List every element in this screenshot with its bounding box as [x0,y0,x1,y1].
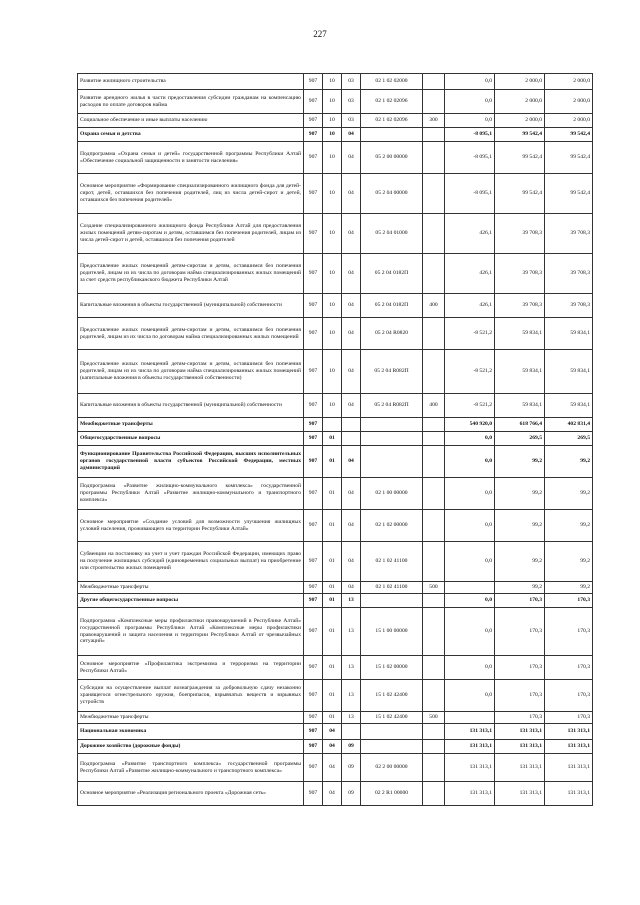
row-expense-type [423,128,445,142]
row-target-article [361,128,423,142]
row-section: 01 [323,542,342,582]
row-glav: 907 [304,128,323,142]
row-glav: 907 [304,680,323,712]
row-subsection: 03 [342,114,361,128]
row-section: 01 [323,680,342,712]
row-amount-3: 99,2 [545,510,593,542]
row-name: Основное мероприятие «Формирование специализированного жилищного фонда для детей-сирот, детей, оставшихся без попечения родителей, лиц из числа детей-сирот и детей, оставшихся без попечения родителей» [78,174,304,214]
row-name: Капитальные вложения в объекты государственной (муниципальной) собственности [78,394,304,418]
row-name: Межбюджетные трансферты [78,418,304,432]
row-amount-2: 170,3 [495,656,545,680]
row-amount-3: 39 708,3 [545,254,593,294]
table-row [78,90,593,114]
row-target-article [361,724,423,740]
row-section: 04 [323,724,342,740]
row-target-article: 02 1 00 00000 [361,478,423,510]
table-row [78,478,593,510]
row-section: 01 [323,446,342,478]
row-glav: 907 [304,724,323,740]
row-amount-1: -8 095,1 [445,174,495,214]
row-target-article: 05 2 04 R082П [361,394,423,418]
row-expense-type [423,142,445,174]
row-expense-type [423,542,445,582]
row-expense-type [423,432,445,446]
row-amount-2: 59 834,1 [495,350,545,394]
row-name: Функционирование Правительства Российской Федерации, высших исполнительных органов государственной власти субъектов Российской Федерации, местных администраций [78,446,304,478]
row-subsection: 04 [342,254,361,294]
row-amount-3: 131 313,1 [545,782,593,806]
row-amount-3: 39 708,3 [545,214,593,254]
row-section: 01 [323,712,342,724]
row-target-article: 05 2 04 0182П [361,254,423,294]
table-row [78,128,593,142]
row-amount-1: 0,0 [445,74,495,90]
row-target-article: 05 2 04 01000 [361,214,423,254]
row-section: 01 [323,656,342,680]
row-subsection: 04 [342,478,361,510]
table-row [78,74,593,90]
row-subsection [342,724,361,740]
row-name: Субсидии на осуществление выплат вознаграждения за добровольную сдачу незаконно хранящегося огнестрельного оружия, боеприпасов, взрывчатых веществ и взрывных устройств [78,680,304,712]
table-row [78,394,593,418]
row-amount-3: 402 831,4 [545,418,593,432]
row-amount-2: 170,3 [495,680,545,712]
row-amount-1: 0,0 [445,656,495,680]
row-amount-3: 131 313,1 [545,740,593,754]
row-subsection: 13 [342,594,361,608]
row-expense-type [423,680,445,712]
row-section: 01 [323,594,342,608]
row-name: Другие общегосударственные вопросы [78,594,304,608]
row-amount-2: 2 000,0 [495,74,545,90]
row-name: Развитие арендного жилья в части предоставления субсидии гражданам на компенсацию расходов по оплате договоров найма [78,90,304,114]
row-name: Подпрограмма «Развитие жилищно-коммунального комплекса» государственной программы Республики Алтай «Развитие жилищно-коммунального и транспортного комплекса» [78,478,304,510]
row-glav: 907 [304,254,323,294]
row-glav: 907 [304,394,323,418]
row-glav: 907 [304,90,323,114]
row-amount-3: 170,3 [545,712,593,724]
table-row [78,214,593,254]
row-expense-type [423,418,445,432]
row-amount-1: 0,0 [445,114,495,128]
row-glav: 907 [304,318,323,350]
table-row [78,446,593,478]
row-glav: 907 [304,754,323,782]
row-amount-2: 59 834,1 [495,394,545,418]
row-target-article: 02 1 02 02096 [361,90,423,114]
row-amount-3: 2 000,0 [545,114,593,128]
row-amount-2: 99,2 [495,478,545,510]
row-amount-1: 131 313,1 [445,740,495,754]
row-glav: 907 [304,432,323,446]
row-amount-1: 0,0 [445,446,495,478]
row-target-article: 15 1 00 00000 [361,608,423,656]
row-expense-type [423,74,445,90]
row-expense-type [423,446,445,478]
row-name: Создание специализированного жилищного фонда Республики Алтай для предоставления жилых помещений детям-сиротам и детям, оставшимся без попечения родителей, лицам из числа детей-сирот и детей, оставшихся без попечения родителей [78,214,304,254]
row-section: 01 [323,510,342,542]
row-amount-3: 131 313,1 [545,754,593,782]
row-subsection [342,418,361,432]
row-amount-2: 131 313,1 [495,782,545,806]
row-target-article [361,594,423,608]
row-name: Основное мероприятие «Создание условий для возможности улучшения жилищных условий населения, проживающего на территории Республики Алтай» [78,510,304,542]
row-target-article: 15 1 02 42400 [361,712,423,724]
table-row [78,432,593,446]
row-section: 10 [323,350,342,394]
row-target-article: 02 1 02 41100 [361,542,423,582]
page-number: 227 [313,29,327,39]
row-expense-type [423,724,445,740]
row-target-article: 02 1 02 02096 [361,114,423,128]
row-name: Межбюджетные трансферты [78,712,304,724]
row-section: 10 [323,214,342,254]
row-amount-3: 39 708,3 [545,294,593,318]
row-name: Общегосударственные вопросы [78,432,304,446]
row-glav: 907 [304,712,323,724]
row-amount-1: 131 313,1 [445,724,495,740]
row-amount-3: 59 834,1 [545,394,593,418]
table-row [78,114,593,128]
row-section: 01 [323,608,342,656]
row-subsection: 03 [342,90,361,114]
row-amount-2: 170,3 [495,608,545,656]
row-glav: 907 [304,446,323,478]
row-glav: 907 [304,740,323,754]
row-target-article: 05 2 04 00000 [361,174,423,214]
row-subsection: 13 [342,680,361,712]
row-expense-type [423,350,445,394]
row-amount-3: 99 542,4 [545,128,593,142]
row-amount-1: 0,0 [445,510,495,542]
row-glav: 907 [304,418,323,432]
row-section: 10 [323,294,342,318]
row-subsection: 04 [342,350,361,394]
row-glav: 907 [304,594,323,608]
row-expense-type [423,608,445,656]
row-amount-2: 170,3 [495,594,545,608]
row-name: Предоставление жилых помещений детям-сиротам и детям, оставшимся без попечения родителей, лицам из их числа по договорам найма специализированных жилых помещений за счет средств республиканского бюджета Республики Алтай [78,254,304,294]
row-section: 10 [323,174,342,214]
row-amount-1: 426,1 [445,214,495,254]
row-glav: 907 [304,782,323,806]
row-name: Субвенции на постановку на учет и учет граждан Российской Федерации, имеющих право на получение жилищных субсидий (единовременных социальных выплат) на приобретение или строительство жилых помещений [78,542,304,582]
row-amount-3: 99,2 [545,542,593,582]
row-glav: 907 [304,174,323,214]
table-row [78,510,593,542]
row-amount-2: 99,2 [495,510,545,542]
table-row [78,294,593,318]
row-amount-2: 170,3 [495,712,545,724]
row-subsection [342,432,361,446]
row-target-article [361,418,423,432]
row-name: Основное мероприятие «Профилактика экстремизма и терроризма на территории Республики Алтай» [78,656,304,680]
row-amount-3: 170,3 [545,594,593,608]
row-section: 10 [323,254,342,294]
row-target-article: 02 2 00 00000 [361,754,423,782]
table-row [78,680,593,712]
row-expense-type: 400 [423,394,445,418]
row-amount-2: 131 313,1 [495,754,545,782]
row-target-article: 15 1 02 00000 [361,656,423,680]
row-amount-1: -8 521,2 [445,350,495,394]
row-section: 04 [323,782,342,806]
row-target-article: 02 2 R1 00000 [361,782,423,806]
row-glav: 907 [304,294,323,318]
row-amount-3: 99 542,4 [545,142,593,174]
row-glav: 907 [304,478,323,510]
row-name: Дорожное хозяйство (дорожные фонды) [78,740,304,754]
row-amount-2: 99,2 [495,446,545,478]
row-subsection: 03 [342,74,361,90]
row-glav: 907 [304,542,323,582]
table-row [78,542,593,582]
row-amount-1: -8 521,2 [445,318,495,350]
row-subsection: 04 [342,142,361,174]
row-amount-2: 59 834,1 [495,318,545,350]
row-section: 01 [323,582,342,594]
row-amount-2: 99,2 [495,582,545,594]
row-amount-2: 99,2 [495,542,545,582]
row-target-article: 05 2 04 R082П [361,350,423,394]
row-subsection: 04 [342,542,361,582]
row-amount-1: 0,0 [445,542,495,582]
table-row [78,712,593,724]
row-name: Национальная экономика [78,724,304,740]
row-name: Развитие жилищного строительства [78,74,304,90]
row-subsection: 04 [342,318,361,350]
row-target-article: 02 1 02 02000 [361,74,423,90]
row-target-article: 02 1 02 41100 [361,582,423,594]
row-glav: 907 [304,656,323,680]
row-amount-3: 170,3 [545,608,593,656]
row-amount-1: -8 095,1 [445,128,495,142]
row-expense-type [423,90,445,114]
row-target-article: 02 1 02 00000 [361,510,423,542]
budget-table [77,73,593,806]
row-target-article: 15 1 02 42400 [361,680,423,712]
table-row [78,782,593,806]
row-expense-type [423,510,445,542]
row-amount-1: 0,0 [445,478,495,510]
row-amount-2: 131 313,1 [495,740,545,754]
row-section: 04 [323,740,342,754]
row-amount-1: 540 920,0 [445,418,495,432]
row-amount-1: 0,0 [445,90,495,114]
table-row [78,724,593,740]
row-expense-type [423,740,445,754]
row-section: 10 [323,114,342,128]
row-expense-type [423,656,445,680]
row-amount-1: 0,0 [445,594,495,608]
row-subsection: 04 [342,394,361,418]
row-amount-2: 99 542,4 [495,174,545,214]
row-section: 10 [323,142,342,174]
row-amount-3: 99 542,4 [545,174,593,214]
row-amount-1: 426,1 [445,254,495,294]
row-section: 10 [323,74,342,90]
row-glav: 907 [304,608,323,656]
row-section: 10 [323,318,342,350]
row-amount-3: 2 000,0 [545,90,593,114]
row-glav: 907 [304,510,323,542]
row-section: 01 [323,478,342,510]
row-name: Межбюджетные трансферты [78,582,304,594]
row-subsection: 09 [342,754,361,782]
row-amount-1: -8 521,2 [445,394,495,418]
table-row [78,318,593,350]
row-expense-type [423,214,445,254]
row-expense-type [423,754,445,782]
row-name: Подпрограмма «Охрана семьи и детей» государственной программы Республики Алтай «Обеспечение социальной защищенности и занятости населения» [78,142,304,174]
row-amount-3: 170,3 [545,680,593,712]
row-subsection: 04 [342,446,361,478]
row-glav: 907 [304,350,323,394]
row-name: Подпрограмма «Комплексные меры профилактики правонарушений в Республике Алтай» государственной программы Республики Алтай «Комплексные меры профилактики правонарушений и защита населения и территории Республики Алтай от чрезвычайных ситуаций» [78,608,304,656]
row-expense-type [423,594,445,608]
row-amount-2: 618 766,4 [495,418,545,432]
row-name: Предоставление жилых помещений детям-сиротам и детям, оставшимся без попечения родителей, лицам из их числа по договорам найма специализированных жилых помещений (капитальные вложения в объекты государственной собственности) [78,350,304,394]
row-amount-2: 269,5 [495,432,545,446]
row-expense-type [423,478,445,510]
row-expense-type: 400 [423,294,445,318]
row-name: Капитальные вложения в объекты государственной (муниципальной) собственности [78,294,304,318]
row-subsection: 13 [342,656,361,680]
row-amount-1: -8 095,1 [445,142,495,174]
row-amount-1 [445,582,495,594]
row-amount-1: 131 313,1 [445,782,495,806]
row-target-article [361,432,423,446]
row-expense-type: 500 [423,712,445,724]
row-subsection: 09 [342,740,361,754]
row-expense-type [423,174,445,214]
row-amount-2: 2 000,0 [495,90,545,114]
row-subsection: 13 [342,608,361,656]
table-row [78,582,593,594]
row-subsection: 04 [342,582,361,594]
row-subsection: 09 [342,782,361,806]
table-row [78,740,593,754]
table-row [78,350,593,394]
row-amount-2: 2 000,0 [495,114,545,128]
row-expense-type [423,318,445,350]
row-glav: 907 [304,214,323,254]
row-glav: 907 [304,142,323,174]
row-glav: 907 [304,582,323,594]
row-glav: 907 [304,114,323,128]
row-subsection: 13 [342,712,361,724]
row-target-article: 05 2 04 R0820 [361,318,423,350]
row-amount-2: 99 542,4 [495,128,545,142]
row-amount-1: 0,0 [445,432,495,446]
row-expense-type: 500 [423,582,445,594]
table-row [78,608,593,656]
row-section: 01 [323,432,342,446]
row-amount-2: 39 708,3 [495,254,545,294]
table-row [78,754,593,782]
row-target-article [361,446,423,478]
table-row [78,594,593,608]
row-section: 10 [323,128,342,142]
table-row [78,656,593,680]
row-amount-3: 2 000,0 [545,74,593,90]
row-amount-2: 99 542,4 [495,142,545,174]
row-subsection: 04 [342,294,361,318]
row-name: Основное мероприятие «Реализация регионального проекта «Дорожная сеть» [78,782,304,806]
row-amount-1: 131 313,1 [445,754,495,782]
row-amount-3: 170,3 [545,656,593,680]
row-amount-1: 426,1 [445,294,495,318]
row-name: Предоставление жилых помещений детям-сиротам и детям, оставшимся без попечения родителей, лицам из их числа по договорам найма специализированных жилых помещений [78,318,304,350]
row-amount-3: 131 313,1 [545,724,593,740]
row-name: Охрана семьи и детства [78,128,304,142]
row-glav: 907 [304,74,323,90]
row-target-article: 05 2 00 00000 [361,142,423,174]
row-amount-1: 0,0 [445,608,495,656]
row-subsection: 04 [342,510,361,542]
row-subsection: 04 [342,128,361,142]
row-amount-2: 39 708,3 [495,294,545,318]
row-section: 10 [323,394,342,418]
row-amount-3: 99,2 [545,582,593,594]
row-amount-3: 269,5 [545,432,593,446]
row-subsection: 04 [342,174,361,214]
row-name: Подпрограмма «Развитие транспортного комплекса» государственной программы Республики Алтай «Развитие жилищно-коммунального и транспортного комплекса» [78,754,304,782]
row-amount-3: 99,2 [545,478,593,510]
table-row [78,142,593,174]
row-section: 10 [323,90,342,114]
table-row [78,418,593,432]
row-name: Социальное обеспечение и иные выплаты населению [78,114,304,128]
row-amount-3: 59 834,1 [545,318,593,350]
row-section [323,418,342,432]
row-target-article [361,740,423,754]
row-amount-3: 59 834,1 [545,350,593,394]
row-expense-type [423,254,445,294]
table-row [78,174,593,214]
row-amount-3: 99,2 [545,446,593,478]
row-amount-2: 131 313,1 [495,724,545,740]
row-section: 04 [323,754,342,782]
row-expense-type [423,782,445,806]
row-amount-1 [445,712,495,724]
row-amount-1: 0,0 [445,680,495,712]
row-expense-type: 300 [423,114,445,128]
table-row [78,254,593,294]
row-amount-2: 39 708,3 [495,214,545,254]
row-target-article: 05 2 04 0182П [361,294,423,318]
row-subsection: 04 [342,214,361,254]
